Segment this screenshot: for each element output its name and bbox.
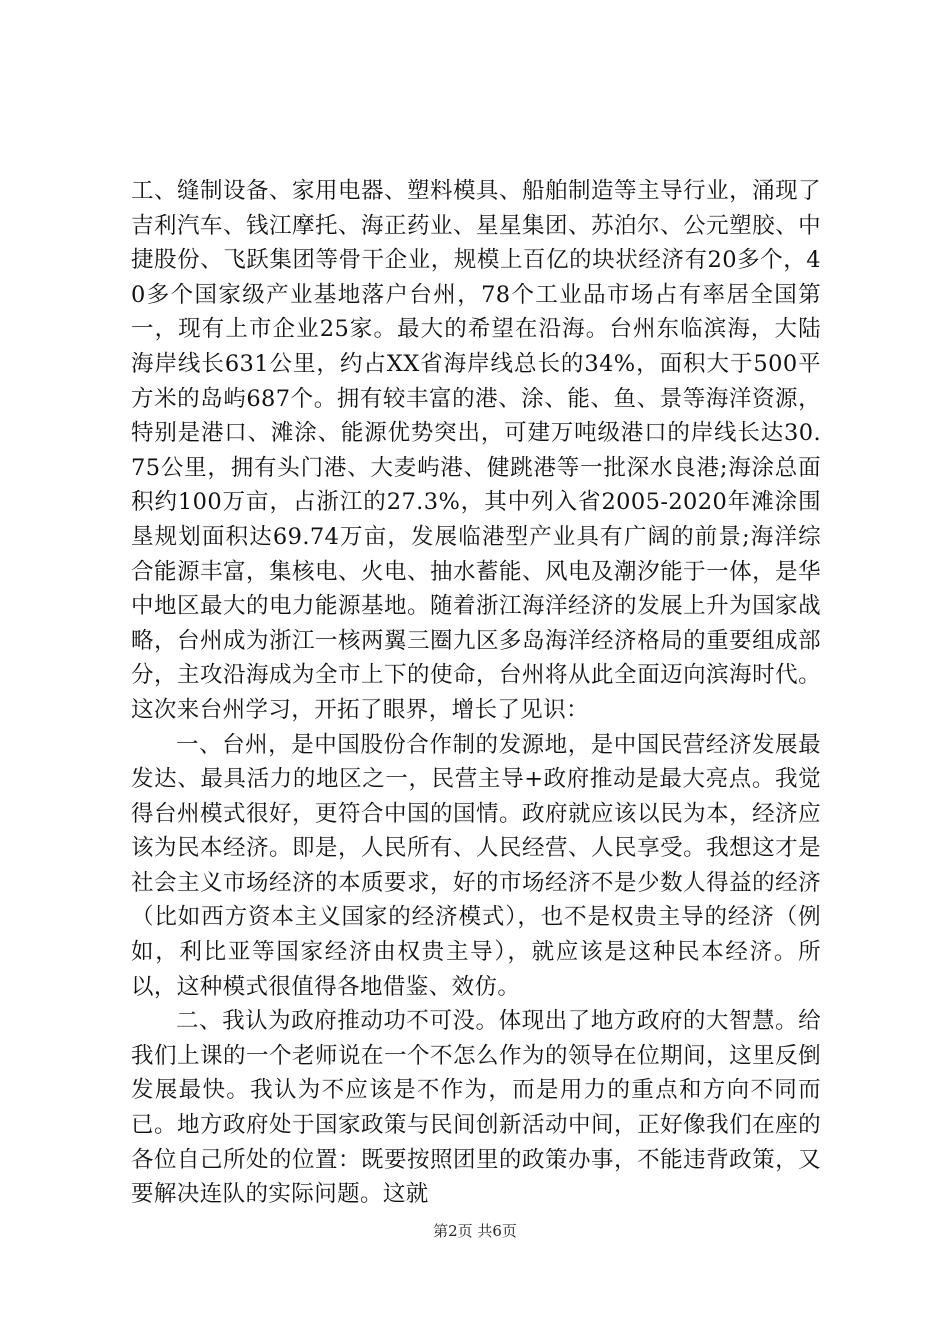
page-number-footer: 第2页 共6页 — [433, 1222, 517, 1240]
document-body — [131, 174, 821, 1212]
paragraph-point-one: 一、台州，是中国股份合作制的发源地，是中国民营经济发展最发达、最具活力的地区之一，民营主导+政府推动是最大亮点。我觉得台州模式很好，更符合中国的国情。政府就应该以民为本，经济应该为民本经济。即是，人民所有、人民经营、人民享受。我想这才是社会主义市场经济的本质要求，好的市场经济不是少数人得益的经济（比如西方资本主义国家的经济模式），也不是权贵主导的经济（例如，利比亚等国家经济由权贵主导），就应该是这种民本经济。所以，这种模式很值得各地借鉴、效仿。 — [131, 731, 821, 1000]
paragraph-point-two: 二、我认为政府推动功不可没。体现出了地方政府的大智慧。给我们上课的一个老师说在一个不怎么作为的领导在位期间，这里反倒发展最快。我认为不应该是不作为，而是用力的重点和方向不同而已。地方政府处于国家政策与民间创新活动中间，正好像我们在座的各位自己所处的位置：既要按照团里的政策办事，不能违背政策，又要解决连队的实际问题。这就 — [131, 1008, 821, 1208]
paragraph-continuation: 工、缝制设备、家用电器、塑料模具、船舶制造等主导行业，涌现了吉利汽车、钱江摩托、海正药业、星星集团、苏泊尔、公元塑胶、中捷股份、飞跃集团等骨干企业，规模上百亿的块状经济有20多个，40多个国家级产业基地落户台州，78个工业品市场占有率居全国第一，现有上市企业25家。最大的希望在沿海。台州东临滨海，大陆海岸线长631公里，约占XX省海岸线总长的34%，面积大于500平方米的岛屿687个。拥有较丰富的港、涂、能、鱼、景等海洋资源，特别是港口、滩涂、能源优势突出，可建万吨级港口的岸线长达30.75公里，拥有头门港、大麦屿港、健跳港等一批深水良港;海涂总面积约100万亩，占浙江的27.3%，其中列入省2005-2020年滩涂围垦规划面积达69.74万亩，发展临港型产业具有广阔的前景;海洋综合能源丰富，集核电、火电、抽水蓄能、风电及潮汐能于一体，是华中地区最大的电力能源基地。随着浙江海洋经济的发展上升为国家战略，台州成为浙江一核两翼三圈九区多岛海洋经济格局的重要组成部分，主攻沿海成为全市上下的使命，台州将从此全面迈向滨海时代。这次来台州学习，开拓了眼界，增长了见识： — [131, 178, 821, 723]
